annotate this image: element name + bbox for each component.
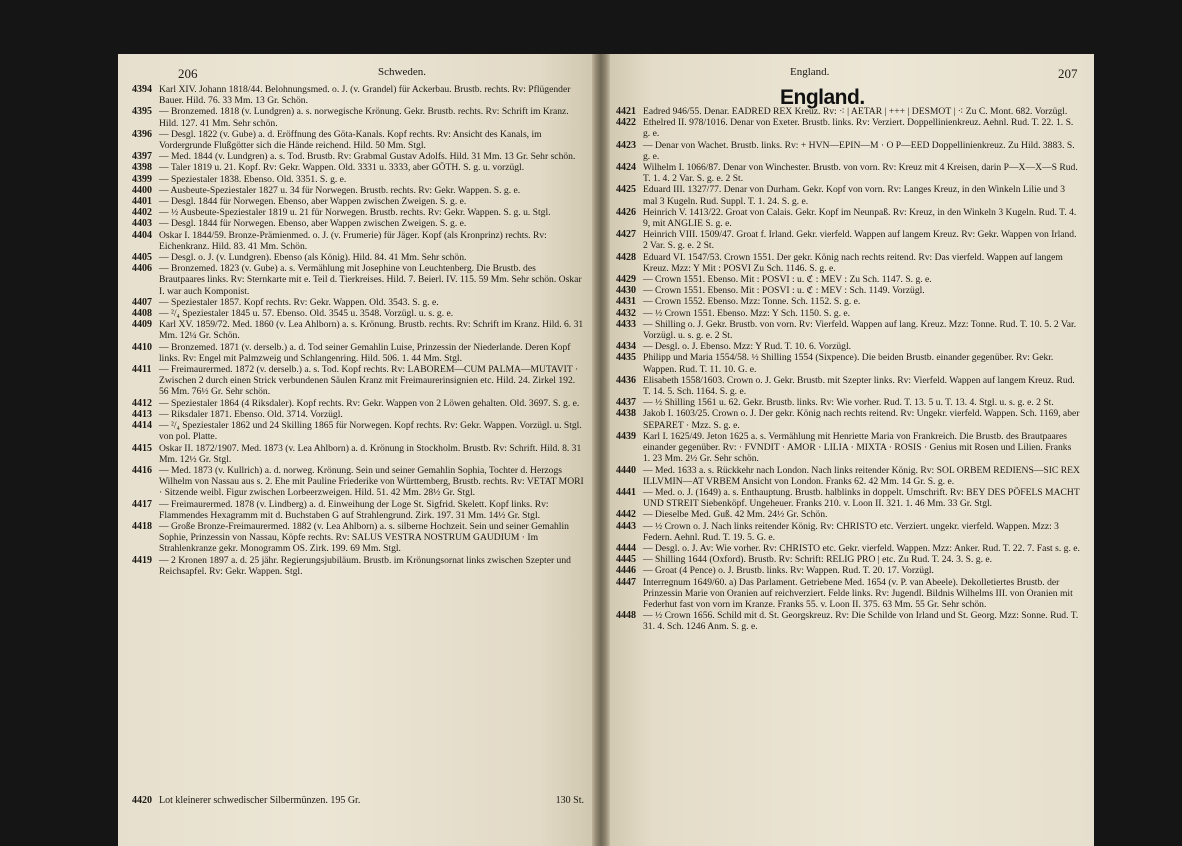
- entry-number: 4404: [132, 229, 152, 241]
- entry-text: — Groat (4 Pence) o. J. Brustb. links. Rv: Wappen. Rud. T. 20. 17. Vorzügl.: [643, 565, 934, 577]
- catalog-entry: [132, 499, 584, 521]
- catalog-entry: [616, 162, 1080, 184]
- catalog-entry: [616, 207, 1080, 229]
- entry-text: Interregnum 1649/60. a) Das Parlament. Getriebene Med. 1654 (v. P. van Abeele). Dekolletiertes Brustb. der Prinzessin Marie von Oranien auf reichverziert. Felde links. Rv: Jugendl. Bildnis Wilhelms III. von Oranien mit Federhut fast von vorn im Kranze. Franks 55. v. Loon II. 375. 63 Mm. 55 Gr. Sehr schön.: [643, 576, 1073, 610]
- catalog-entry: [616, 577, 1080, 611]
- catalog-entry: [616, 352, 1080, 374]
- entry-text: — Riksdaler 1871. Ebenso. Old. 3714. Vorzügl.: [159, 408, 343, 420]
- entry-number: 4398: [132, 162, 152, 174]
- entry-number: 4418: [132, 520, 152, 532]
- entry-text: — Desgl. 1822 (v. Gube) a. d. Eröffnung des Göta-Kanals. Kopf rechts. Rv: Ansicht des Kanals, im Vordergrunde Flußgötter sich die Hände reichend. Hild. 50 Mm. Stgl.: [159, 128, 542, 152]
- entry-text: — ½ Crown o. J. Nach links reitender König. Rv: CHRISTO etc. Verziert. ungekr. vierfeld. Wappen. Mzz: 3 Federn. Aehnl. Rud. T. 19. 5. G. e.: [643, 520, 1059, 543]
- catalog-entry: [132, 342, 584, 364]
- entry-number: 4435: [616, 352, 636, 364]
- entry-text: — Speziestaler 1864 (4 Riksdaler). Kopf rechts. Rv: Gekr. Wappen von 2 Löwen gehalten. Old. 3697. S. g. e.: [159, 397, 580, 409]
- entry-text: — ½ Shilling 1561 u. 62. Gekr. Brustb. links. Rv: Wie vorher. Rud. T. 13. 5 u. T. 13. 4. Stgl. u. s. g. e. 2 St.: [643, 397, 1054, 409]
- entry-text: — 2 Kronen 1897 a. d. 25 jähr. Regierungsjubiläum. Brustb. im Krönungsornat links zwischen Szepter und Reichsapfel. Rv: Gekr. Wappen. Stgl.: [159, 554, 571, 577]
- entry-text: Oskar II. 1872/1907. Med. 1873 (v. Lea Ahlborn) a. d. Krönung in Stockholm. Brustb. Rv: Schrift. Hild. 8. 31 Mm. 12½ Gr. Stgl.: [159, 442, 582, 465]
- catalog-entry: [132, 364, 584, 398]
- entry-text: — Desgl. o. J. (v. Lundgren). Ebenso (als König). Hild. 84. 41 Mm. Sehr schön.: [159, 252, 467, 264]
- entry-text: — Speziestaler 1838. Ebenso. Old. 3351. S. g. e.: [159, 173, 347, 185]
- lot-number: 4420: [132, 795, 152, 806]
- catalog-entry: [616, 509, 1080, 520]
- catalog-entry: [132, 263, 584, 297]
- catalog-entry: [616, 106, 1080, 117]
- entry-number: 4446: [616, 565, 636, 577]
- left-running-head: Schweden.: [378, 66, 426, 78]
- entry-text: Eduard III. 1327/77. Denar von Durham. Gekr. Kopf von vorn. Rv: Langes Kreuz, in den Winkeln Lilie und 3 mal 3 Kugeln. Rud. Suppl. T. 1. 24. S. g. e.: [643, 184, 1065, 207]
- catalog-entry: [132, 174, 584, 185]
- section-title-england: England.: [780, 86, 865, 109]
- entry-number: 4441: [616, 486, 636, 498]
- entry-number: 4417: [132, 498, 152, 510]
- catalog-entry: [616, 610, 1080, 632]
- catalog-entry: [616, 229, 1080, 251]
- entry-text: Ethelred II. 978/1016. Denar von Exeter. Brustb. links. Rv: Verziert. Doppellinienkreuz. Aehnl. Rud. T. 22. 1. S. g. e.: [643, 117, 1074, 140]
- catalog-entry: [132, 151, 584, 162]
- catalog-entry: [616, 554, 1080, 565]
- entry-text: — Shilling o. J. Gekr. Brustb. von vorn. Rv: Vierfeld. Wappen auf lang. Kreuz. Mzz: Tonne. Rud. T. 10. 5. 2 Var. Vorzügl. u. s. g. e. 2 St.: [643, 318, 1077, 342]
- entry-number: 4422: [616, 117, 636, 129]
- catalog-entry: [616, 117, 1080, 139]
- entry-number: 4405: [132, 252, 152, 264]
- entry-text: Eadred 946/55. Denar. EADRED REX Kreuz. Rv: ⁖ | AETAR | +++ | DESMOT | ⁖ Zu C. Mont. 682. Vorzügl.: [643, 106, 1068, 117]
- entry-text: — Denar von Wachet. Brustb. links. Rv: + HVN—EPIN—M · O P—EED Doppellinienkreuz. Zu Hild. 3883. S. g. e.: [643, 139, 1075, 162]
- entry-text: — Shilling 1644 (Oxford). Brustb. Rv: Schrift: RELIG PRO | etc. Zu Rud. T. 24. 3. S. g. e.: [643, 554, 993, 566]
- entry-number: 4407: [132, 296, 152, 308]
- entry-number: 4401: [132, 196, 152, 208]
- catalog-entry: [132, 129, 584, 151]
- entry-number: 4445: [616, 554, 636, 566]
- entry-number: 4413: [132, 408, 152, 420]
- catalog-entry: [616, 543, 1080, 554]
- catalog-entry: [132, 185, 584, 196]
- entry-text: Heinrich V. 1413/22. Groat von Calais. Gekr. Kopf im Neunpaß. Rv: Kreuz, in den Winkeln 3 Kugeln. Rud. T. 4. 9, mit ANGLIE S. g. e.: [643, 206, 1077, 230]
- left-page-number: 206: [178, 66, 198, 81]
- lot-description: Lot kleinerer schwedischer Silbermünzen. 195 Gr.: [159, 795, 361, 806]
- entry-number: 4403: [132, 218, 152, 230]
- catalog-entry: [132, 465, 584, 499]
- entry-text: — Bronzemed. 1823 (v. Gube) a. s. Vermählung mit Josephine von Leuchtenberg. Die Brustb. des Brautpaares links. Rv: Sternkarte mit e. Teil d. Tierkreises. Hild. 7. Beierl. IV. 115. 59 Mm. Sehr schön. Oskar I. war auch Komponist.: [159, 263, 582, 297]
- entry-text: — ½ Crown 1551. Ebenso. Mzz: Y Sch. 1150. S. g. e.: [643, 307, 851, 319]
- catalog-entry: [616, 319, 1080, 341]
- entry-number: 4397: [132, 151, 152, 163]
- catalog-entry: [616, 285, 1080, 296]
- entry-text: — Große Bronze-Freimaurermed. 1882 (v. Lea Ahlborn) a. s. silberne Hochzeit. Sein und seiner Gemahlin Sophie, Prinzessin von Nassau, Köpfe rechts. Rv: SALUS VESTRA NOSTRUM GAUDIUM · Im Strahlenkranze gekr. Monogramm OS. Zirk. 199. 69 Mm. Stgl.: [159, 520, 569, 555]
- entry-number: 4432: [616, 307, 636, 319]
- catalog-entry: [132, 521, 584, 555]
- entry-number: 4402: [132, 207, 152, 219]
- entry-text: Philipp und Maria 1554/58. ½ Shilling 1554 (Sixpence). Die beiden Brustb. einander gegenüber. Rv: Gekr. Wappen. Rud. T. 11. 10. G. e.: [643, 352, 1054, 375]
- entry-text: Elisabeth 1558/1603. Crown o. J. Gekr. Brustb. mit Szepter links. Rv: Vierfeld. Wappen auf langem Kreuz. Rud. T. 14. 5. Sch. 1164. S. g. e.: [643, 374, 1075, 398]
- catalog-entry: [616, 408, 1080, 430]
- catalog-entry: [616, 184, 1080, 206]
- catalog-entry: [132, 398, 584, 409]
- catalog-entry: [132, 84, 584, 106]
- entry-number: 4400: [132, 184, 152, 196]
- right-entry-list: [616, 106, 1080, 633]
- entry-number: 4433: [616, 318, 636, 330]
- catalog-entry: [616, 341, 1080, 352]
- entry-text: — Med. o. J. (1649) a. s. Enthauptung. Brustb. halblinks in doppelt. Umschrift. Rv: BEY DES PÖFELS MACHT UND STREIT Siebenköpf. Ungeheuer. Franks 210. v. Loon II. 321. 1. 46 Mm. 33 Gr. Stgl.: [643, 486, 1080, 510]
- entry-number: 4437: [616, 397, 636, 409]
- catalog-entry: [616, 296, 1080, 307]
- right-page-number: 207: [1058, 66, 1078, 81]
- catalog-entry: [616, 397, 1080, 408]
- catalog-entry: [616, 487, 1080, 509]
- catalog-entry: [616, 431, 1080, 465]
- catalog-entry: [132, 319, 584, 341]
- entry-text: — Med. 1633 a. s. Rückkehr nach London. Nach links reitender König. Rv: SOL ORBEM REDIENS—SIC REX ILLVMIN—AT VRBEM Ansicht von London. Franks 62. 42 Mm. 14 Gr. S. g. e.: [643, 464, 1080, 487]
- catalog-entry: [616, 465, 1080, 487]
- entry-text: — ²/₄ Speziestaler 1862 und 24 Skilling 1865 für Norwegen. Kopf rechts. Rv: Gekr. Wappen. Vorzügl. u. Stgl. von pol. Platte.: [159, 420, 582, 443]
- entry-number: 4414: [132, 420, 152, 432]
- entry-number: 4434: [616, 341, 636, 353]
- entry-text: — ²/₄ Speziestaler 1845 u. 57. Ebenso. Old. 3545 u. 3548. Vorzügl. u. s. g. e.: [159, 308, 454, 320]
- catalog-entry: [132, 420, 584, 442]
- entry-number: 4439: [616, 430, 636, 442]
- entry-number: 4431: [616, 296, 636, 308]
- entry-text: Oskar I. 1844/59. Bronze-Prämienmed. o. J. (v. Frumerie) für Jäger. Kopf (als Kronprinz) rechts. Rv: Eichenkranz. Hild. 83. 41 Mm. Schön.: [159, 229, 547, 252]
- catalog-entry: [132, 443, 584, 465]
- entry-text: Jakob I. 1603/25. Crown o. J. Der gekr. König nach rechts reitend. Rv: Ungekr. vierfeld. Wappen. Sch. 1169, aber SEPARET · Mzz. S. g. e.: [643, 408, 1080, 431]
- entry-text: Karl XIV. Johann 1818/44. Belohnungsmed. o. J. (v. Grandel) für Ackerbau. Brustb. rechts. Rv: Pflügender Bauer. Hild. 76. 33 Mm. 13 Gr. Schön.: [159, 84, 571, 107]
- catalog-entry: [132, 207, 584, 218]
- entry-text: — Desgl. o. J. Av: Wie vorher. Rv: CHRISTO etc. Gekr. vierfeld. Wappen. Mzz: Anker. Rud. T. 22. 7. Fast s. g. e.: [643, 542, 1080, 554]
- entry-number: 4443: [616, 520, 636, 532]
- left-entry-list: [132, 84, 584, 577]
- entry-number: 4427: [616, 229, 636, 241]
- catalog-entry: [132, 297, 584, 308]
- entry-number: 4421: [616, 106, 636, 117]
- lot-footer: [132, 795, 584, 806]
- entry-number: 4396: [132, 128, 152, 140]
- entry-text: — Freimaurermed. 1878 (v. Lindberg) a. d. Einweihung der Loge St. Sigfrid. Skelett. Kopf links. Rv: Flammendes Hexagramm mit d. Buchstaben G auf Strahlengrund. Zirk. 197. 31 Mm. 14½ Gr. Stgl.: [159, 498, 549, 521]
- catalog-entry: [132, 162, 584, 173]
- entry-text: — Crown 1551. Ebenso. Mit : POSVI : u. ℭ : MEV : Zu Sch. 1147. S. g. e.: [643, 274, 932, 286]
- entry-text: — Bronzemed. 1818 (v. Lundgren) a. s. norwegische Krönung. Gekr. Brustb. rechts. Rv: Schrift im Kranz. Hild. 127. 41 Mm. Sehr schön.: [159, 106, 569, 129]
- entry-text: — Dieselbe Med. Guß. 42 Mm. 24½ Gr. Schön.: [643, 509, 828, 521]
- catalog-entry: [132, 555, 584, 577]
- entry-text: — Taler 1819 u. 21. Kopf. Rv: Gekr. Wappen. Old. 3331 u. 3333, aber GÖTH. S. g. u. vorzügl.: [159, 162, 525, 174]
- entry-text: — ½ Crown 1656. Schild mit d. St. Georgskreuz. Rv: Die Schilde von Irland und St. Georg. Mzz: Sonne. Rud. T. 31. 4. Sch. 1246 Anm. S. g. e.: [643, 610, 1079, 633]
- entry-number: 4419: [132, 554, 152, 566]
- catalog-entry: [132, 308, 584, 319]
- catalog-entry: [132, 218, 584, 229]
- entry-number: 4411: [132, 364, 152, 376]
- entry-number: 4425: [616, 184, 636, 196]
- entry-text: — Desgl. 1844 für Norwegen. Ebenso, aber Wappen zwischen Zweigen. S. g. e.: [159, 218, 467, 230]
- entry-number: 4438: [616, 408, 636, 420]
- entry-number: 4410: [132, 341, 152, 353]
- entry-text: — Ausbeute-Speziestaler 1827 u. 34 für Norwegen. Brustb. rechts. Rv: Gekr. Wappen. S. g. e.: [159, 184, 521, 196]
- catalog-entry: [616, 565, 1080, 576]
- entry-number: 4394: [132, 84, 152, 95]
- book-gutter: [592, 54, 610, 846]
- entry-number: 4415: [132, 442, 152, 454]
- entry-number: 4399: [132, 173, 152, 185]
- entry-number: 4444: [616, 542, 636, 554]
- entry-text: Karl I. 1625/49. Jeton 1625 a. s. Vermählung mit Henriette Maria von Frankreich. Die Brustb. des Brautpaares einander gegenüber. Rv: · FVNDIT · AMOR · LILIA · MIXTA · ROSIS · Genius mit Rosen und Lilien. Franks 1. 23 Mm. 2½ Gr. Sehr schön.: [643, 430, 1072, 465]
- catalog-entry: [132, 230, 584, 252]
- entry-number: 4448: [616, 610, 636, 622]
- entry-number: 4428: [616, 251, 636, 263]
- entry-number: 4430: [616, 285, 636, 297]
- catalog-entry: [616, 252, 1080, 274]
- entry-number: 4429: [616, 274, 636, 286]
- entry-text: — Desgl. o. J. Ebenso. Mzz: Y Rud. T. 10. 6. Vorzügl.: [643, 341, 852, 353]
- entry-text: — Med. 1873 (v. Kullrich) a. d. norweg. Krönung. Sein und seiner Gemahlin Sophia, Tochter d. Herzogs Wilhelm von Nassau aus s. 2. Ehe mit Pauline Friederike von Württemberg, Brustb. rechts. Rv: VETAT MORI · Sitzende weibl. Figur zwischen Lorbeerzweigen. Hild. 51. 42 Mm. 28½ Gr. Stgl.: [159, 464, 584, 499]
- entry-text: — Freimaurermed. 1872 (v. derselb.) a. s. Tod. Kopf rechts. Rv: LABOREM—CUM PALMA—MUTAVIT · Zwischen 2 durch einen Strick verbundenen Säulen Kranz mit Freimaurerinsignien etc. Hild. 24. Zirkel 192. 56 Mm. 76½ Gr. Sehr schön.: [159, 364, 579, 398]
- catalog-entry: [616, 521, 1080, 543]
- entry-number: 4408: [132, 308, 152, 320]
- entry-text: Eduard VI. 1547/53. Crown 1551. Der gekr. König nach rechts reitend. Rv: Das vierfeld. Wappen auf langem Kreuz. Mzz: Y Mit : POSVI Zu Sch. 1146. S. g. e.: [643, 251, 1063, 274]
- right-running-head: England.: [790, 66, 830, 78]
- entry-number: 4412: [132, 397, 152, 409]
- entry-number: 4409: [132, 319, 152, 331]
- entry-text: — Med. 1844 (v. Lundgren) a. s. Tod. Brustb. Rv: Grabmal Gustav Adolfs. Hild. 31 Mm. 13 Gr. Sehr schön.: [159, 151, 576, 163]
- entry-text: — Crown 1551. Ebenso. Mit : POSVI : u. ℭ : MEV : Sch. 1149. Vorzügl.: [643, 285, 925, 297]
- entry-number: 4424: [616, 162, 636, 174]
- entry-text: — Crown 1552. Ebenso. Mzz: Tonne. Sch. 1152. S. g. e.: [643, 296, 861, 308]
- catalog-entry: [132, 252, 584, 263]
- entry-number: 4447: [616, 576, 636, 588]
- catalog-entry: [616, 140, 1080, 162]
- lot-count: 130 St.: [555, 795, 584, 806]
- entry-number: 4395: [132, 106, 152, 118]
- catalog-entry: [616, 375, 1080, 397]
- catalog-entry: [616, 274, 1080, 285]
- entry-text: — ½ Ausbeute-Speziestaler 1819 u. 21 für Norwegen. Brustb. rechts. Rv: Gekr. Wappen. S. g. u. Stgl.: [159, 207, 551, 219]
- entry-number: 4416: [132, 464, 152, 476]
- entry-text: Heinrich VIII. 1509/47. Groat f. Irland. Gekr. vierfeld. Wappen auf langem Kreuz. Rv: Gekr. Wappen von Irland. 2 Var. S. g. e. 2 St.: [643, 229, 1077, 252]
- entry-number: 4440: [616, 464, 636, 476]
- entry-number: 4442: [616, 509, 636, 521]
- entry-text: Wilhelm I. 1066/87. Denar von Winchester. Brustb. von vorn. Rv: Kreuz mit 4 Kreisen, darin P—X—X—S Rud. T. 1. 4. 2 Var. S. g. e. 2 St.: [643, 162, 1078, 185]
- entry-text: Karl XV. 1859/72. Med. 1860 (v. Lea Ahlborn) a. s. Krönung. Brustb. rechts. Rv: Schrift im Kranz. Hild. 6. 31 Mm. 12¼ Gr. Schön.: [159, 319, 584, 342]
- entry-number: 4406: [132, 263, 152, 275]
- entry-text: — Desgl. 1844 für Norwegen. Ebenso, aber Wappen zwischen Zweigen. S. g. e.: [159, 196, 467, 208]
- entry-number: 4423: [616, 139, 636, 151]
- entry-text: — Speziestaler 1857. Kopf rechts. Rv: Gekr. Wappen. Old. 3543. S. g. e.: [159, 296, 439, 308]
- catalog-entry: [132, 409, 584, 420]
- entry-number: 4436: [616, 374, 636, 386]
- catalog-entry: [132, 106, 584, 128]
- catalog-entry: [132, 196, 584, 207]
- entry-text: — Bronzemed. 1871 (v. derselb.) a. d. Tod seiner Gemahlin Luise, Prinzessin der Niederlande. Deren Kopf links. Rv: Engel mit Palmzweig und Schlangenring. Hild. 506. 1. 44 Mm. Stgl.: [159, 341, 571, 364]
- catalog-entry: [616, 308, 1080, 319]
- entry-number: 4426: [616, 206, 636, 218]
